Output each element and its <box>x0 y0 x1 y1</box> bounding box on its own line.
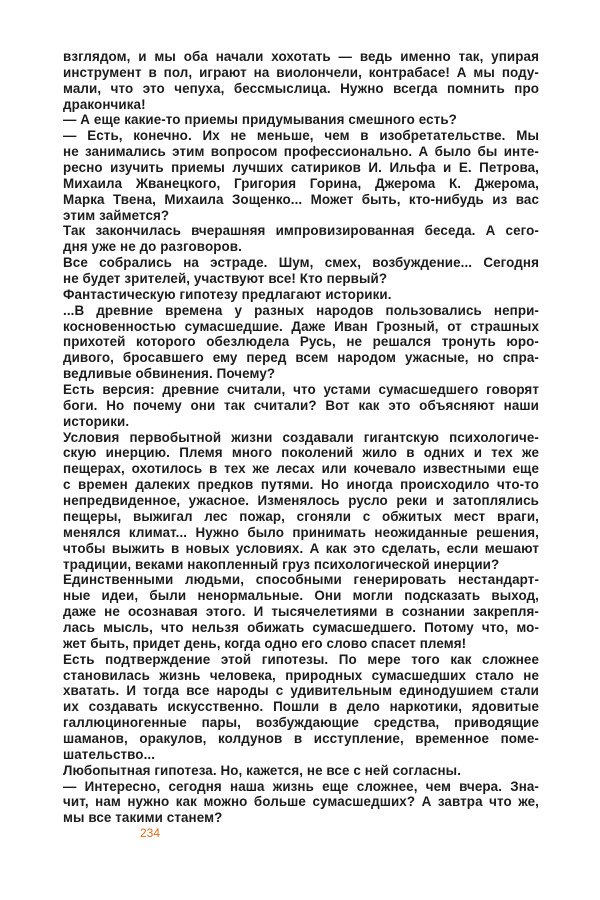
text-line: не занимались этим вопросом профессионально. А было бы инте- <box>63 144 539 160</box>
text-line: боги. Но почему они так считали? Вот как это объясняют наши <box>63 397 539 413</box>
text-line: Марка Твена, Михаила Зощенко... Может быть, кто-нибудь из вас <box>63 191 539 207</box>
text-line: — Интересно, сегодня наша жизнь еще сложнее, чем вчера. Зна- <box>63 778 539 794</box>
text-line: Так закончилась вчерашняя импровизированная беседа. А сего- <box>63 223 539 239</box>
text-line: шательство... <box>63 746 156 762</box>
text-line: дня уже не до разговоров. <box>63 239 242 255</box>
book-page-text <box>63 49 539 826</box>
text-line: становилась жизнь человека, природных сумасшедших стало не <box>63 667 539 683</box>
page-number: 234 <box>140 826 161 840</box>
text-line: пещерах, охотилось в тех же лесах или кочевало известными еще <box>63 461 539 477</box>
text-line: косновенностью сумасшедшие. Даже Иван Грозный, от страшных <box>63 318 539 334</box>
text-line: взглядом, и мы оба начали хохотать — ведь именно так, упирая <box>63 49 539 64</box>
text-line: шаманов, оракулов, колдунов в исступление, временное поме- <box>63 730 539 746</box>
text-line: пещеры, выжигал лес пожар, сгоняли с обжитых мест враги, <box>63 508 539 524</box>
text-line: непредвиденное, ужасное. Изменялось русло реки и затоплялись <box>63 493 539 509</box>
text-line: даже не осознавая этого. И тысячелетиями в сознании закрепля- <box>63 604 539 620</box>
text-line: хватать. И тогда все народы с удивительным единодушием стали <box>63 683 539 699</box>
text-line: дракончика! <box>63 96 146 112</box>
text-line: не будет зрителей, участвуют все! Кто первый? <box>63 271 388 287</box>
text-line: ведливые обвинения. Почему? <box>63 366 276 382</box>
text-line: жет быть, придет день, когда одно его слово спасет племя! <box>63 635 467 651</box>
text-line: менялся климат... Нужно было принимать неожиданные решения, <box>63 524 539 540</box>
text-line: скую инерцию. Племя много поколений жило в одних и тех же <box>63 445 539 461</box>
text-line: — А еще какие-то приемы придумывания смешного есть? <box>63 112 457 128</box>
text-line: ...В древние времена у разных народов пользовались непри- <box>63 302 539 318</box>
text-line: мали, что это чепуха, бессмыслица. Нужно всегда помнить про <box>63 80 539 96</box>
text-line: этим займется? <box>63 207 170 223</box>
text-line: галлюциногенные пары, возбуждающие средства, приводящие <box>63 715 539 731</box>
text-line: историки. <box>63 413 130 429</box>
text-line: — Есть, конечно. Их не меньше, чем в изобретательстве. Мы <box>63 128 539 144</box>
text-line: их создавать искусственно. Пошли в дело наркотики, ядовитые <box>63 699 539 715</box>
text-line: лась мысль, что нельзя обижать сумасшедшего. Потому что, мо- <box>63 619 539 635</box>
text-line: ресно изучить приемы лучших сатириков И. Ильфа и Е. Петрова, <box>63 160 539 176</box>
text-line: прихотей которого обезлюдела Русь, не решался тронуть юро- <box>63 334 539 350</box>
text-line: чтобы выжить в новых условиях. А как это сделать, если мешают <box>63 540 539 556</box>
text-line: мы все такими станем? <box>63 810 223 826</box>
text-line: Фантастическую гипотезу предлагают историки. <box>63 286 392 302</box>
text-line: Условия первобытной жизни создавали гигантскую психологиче- <box>63 429 539 445</box>
text-line: Есть версия: древние считали, что устами сумасшедшего говорят <box>63 382 539 398</box>
text-line: с времен далеких предков путями. Но иногда происходило что-то <box>63 477 539 493</box>
text-line: ные идеи, были ненормальные. Они могли подсказать выход, <box>63 588 539 604</box>
text-line: Любопытная гипотеза. Но, кажется, не все с ней согласны. <box>63 762 462 778</box>
text-line: традиции, веками накопленный груз психологической инерции? <box>63 556 500 572</box>
text-line: Единственными людьми, способными генерировать нестандарт- <box>63 572 539 588</box>
text-line: Есть подтверждение этой гипотезы. По мере того как сложнее <box>63 651 539 667</box>
text-line: чит, нам нужно как можно больше сумасшедших? А завтра что же, <box>63 794 539 810</box>
text-line: инструмент в пол, играют на виолончели, контрабасе! А мы поду- <box>63 64 539 80</box>
text-line: Все собрались на эстраде. Шум, смех, возбуждение... Сегодня <box>63 255 539 271</box>
text-line: дивого, бросавшего ему перед всем народом ужасные, но спра- <box>63 350 539 366</box>
text-line: Михаила Жванецкого, Григория Горина, Джерома К. Джерома, <box>63 175 539 191</box>
